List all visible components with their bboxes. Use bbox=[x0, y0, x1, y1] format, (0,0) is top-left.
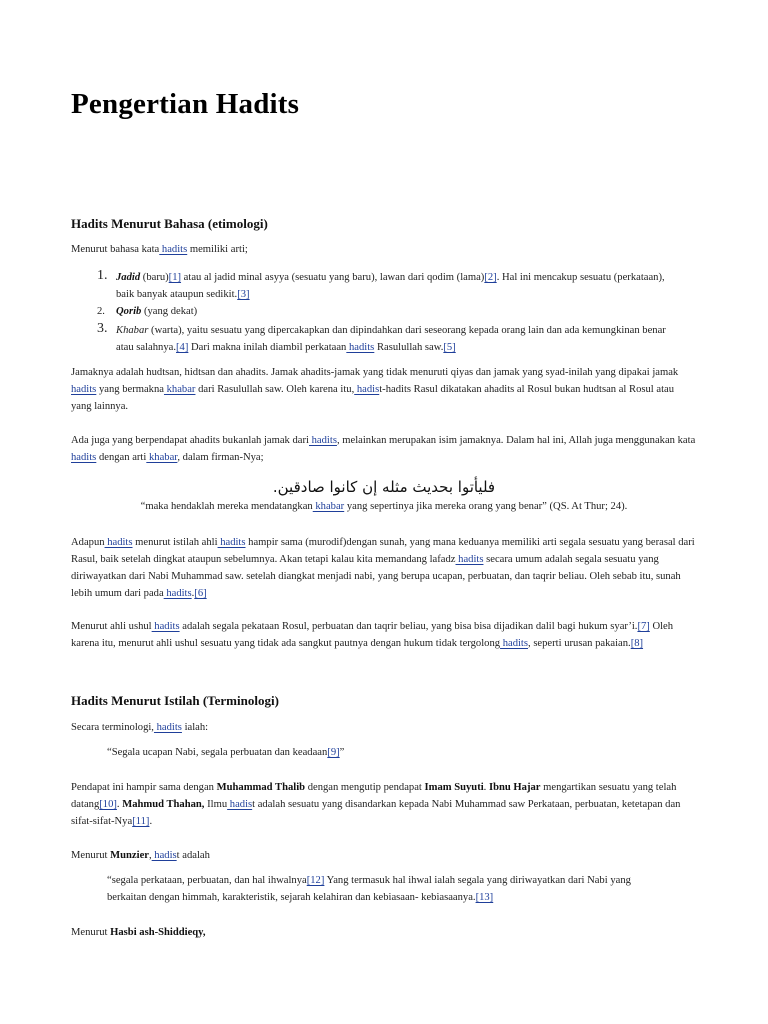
paragraph-isim-jamak: Ada juga yang berpendapat ahadits bukanlah jamak dari hadits, melainkan merupakan isim jamaknya. Dalam hal ini, Allah juga menggunakan kata hadits dengan arti khabar, dalam firman-Nya; bbox=[71, 435, 696, 463]
footnote-ref[interactable]: [6] bbox=[194, 588, 207, 599]
hadits-link[interactable]: hadits bbox=[346, 342, 375, 353]
quote-segala-perkataan: “segala perkataan, perbuatan, dan hal ihwalnya[12] Yang termasuk hal ihwal ialah segala yang diriwayatkan dari Nabi yang berkaitan dengan himmah, karakteristik, sejarah kelahiran dan kebiasaan- kebiasaanya.[13] bbox=[107, 875, 631, 903]
paragraph-munzier: Menurut Munzier, hadist adalah bbox=[71, 850, 210, 861]
term-khabar: Khabar bbox=[116, 325, 149, 336]
footnote-ref[interactable]: [12] bbox=[306, 875, 325, 886]
quote-segala-ucapan: “Segala ucapan Nabi, segala perbuatan dan keadaan[9]” bbox=[107, 747, 345, 758]
intro-paragraph: Menurut bahasa kata hadits memiliki arti; bbox=[71, 244, 248, 255]
khabar-link[interactable]: khabar bbox=[312, 501, 345, 512]
hadits-link[interactable]: hadits bbox=[163, 588, 192, 599]
term-jadid: Jadid bbox=[116, 272, 141, 283]
verse-translation: “maka hendaklah mereka mendatangkan khabar yang sepertinya jika mereka orang yang benar” (QS. At Thur; 24). bbox=[140, 501, 628, 512]
list-number: 3. bbox=[97, 321, 108, 336]
footnote-ref[interactable]: [2] bbox=[484, 272, 497, 283]
page-title: Pengertian Hadits bbox=[71, 88, 300, 120]
footnote-ref[interactable]: [4] bbox=[176, 342, 189, 353]
paragraph-istilah-ahli: Adapun hadits menurut istilah ahli hadits hampir sama (murodif)dengan sunah, yang mana keduanya memiliki arti segala sesuatu yang berasal dari Rasul, baik setelah dingkat ataupun sebelumnya. Akan tetapi kalau kita memandang lafadz hadits secara umum adalah segala sesuatu yang diriwayatkan dari Nabi Muhammad saw. setelah diangkat menjadi nabi, yang berupa ucapan, perbuatan, dan taqrir beliau. Oleh sebab itu, sunah lebih umum dari pada hadits.[6] bbox=[71, 537, 695, 599]
hadits-link[interactable]: hadits bbox=[308, 435, 337, 446]
list-number: 2. bbox=[97, 306, 105, 317]
term-qorib: Qorib bbox=[116, 306, 142, 317]
hadits-link[interactable]: hadits bbox=[455, 554, 484, 565]
paragraph-ahli-ushul: Menurut ahli ushul hadits adalah segala pekataan Rosul, perbuatan dan taqrir beliau, yang bisa bisa dijadikan dalil bagi hukum syar’i.[7] Oleh karena itu, menurut ahli ushul sesuatu yang tidak ada sangkut pautnya dengan hukum tidak tergolong hadits, seperti urusan pakaian.[8] bbox=[71, 621, 674, 649]
list-item-jadid: Jadid (baru)[1] atau al jadid minal asyya (sesuatu yang baru), lawan dari qodim (lama)[2]. Hal ini mencakup sesuatu (perkataan), baik banyak ataupun sedikit.[3] bbox=[116, 272, 665, 300]
hadis-link[interactable]: hadis bbox=[151, 850, 177, 861]
section-heading-terminologi: Hadits Menurut Istilah (Terminologi) bbox=[71, 693, 279, 708]
section-heading-etimologi: Hadits Menurut Bahasa (etimologi) bbox=[71, 216, 268, 231]
hadits-link[interactable]: hadits bbox=[104, 537, 133, 548]
paragraph-hasbi: Menurut Hasbi ash-Shiddieqy, bbox=[71, 927, 206, 938]
footnote-ref[interactable]: [8] bbox=[630, 638, 644, 649]
hadis-link[interactable]: hadis bbox=[227, 799, 253, 810]
list-item-khabar: Khabar (warta), yaitu sesuatu yang dipercakapkan dan dipindahkan dari seseorang kepada orang lain dan ada kemungkinan benar atau salahnya.[4] Dari makna inilah diambil perkataan hadits Rasulullah saw.[5] bbox=[116, 325, 666, 353]
hadis-link[interactable]: hadis bbox=[354, 384, 380, 395]
footnote-ref[interactable]: [13] bbox=[475, 892, 494, 903]
hadits-link[interactable]: hadits bbox=[71, 384, 97, 395]
footnote-ref[interactable]: [7] bbox=[637, 621, 650, 632]
footnote-ref[interactable]: [5] bbox=[443, 342, 456, 353]
footnote-ref[interactable]: [1] bbox=[168, 272, 182, 283]
hadits-link[interactable]: hadits bbox=[159, 244, 188, 255]
list-item-qorib: Qorib (yang dekat) bbox=[116, 306, 198, 317]
footnote-ref[interactable]: [9] bbox=[327, 747, 340, 758]
khabar-link[interactable]: khabar bbox=[163, 384, 196, 395]
hadits-link[interactable]: hadits bbox=[153, 722, 182, 733]
footnote-ref[interactable]: [10] bbox=[99, 799, 117, 810]
paragraph-jamak: Jamaknya adalah hudtsan, hidtsan dan ahadits. Jamak ahadits-jamak yang tidak menuruti qiyas dan jamak yang syad-inilah yang dipakai jamak hadits yang bermakna khabar dari Rasulullah saw. Oleh karena itu, hadist-hadits Rasul dikatakan ahadits al Rosul bukan hudtsan al Rosul atau yang lainnya. bbox=[71, 367, 679, 412]
hadits-link[interactable]: hadits bbox=[71, 452, 97, 463]
hadits-link[interactable]: hadits bbox=[151, 621, 180, 632]
paragraph-terminologi: Secara terminologi, hadits ialah: bbox=[71, 722, 209, 733]
paragraph-pendapat: Pendapat ini hampir sama dengan Muhammad Thalib dengan mengutip pendapat Imam Suyuti. Ibnu Hajar mengartikan sesuatu yang telah datang[10]. Mahmud Thahan, Ilmu hadist adalah sesuatu yang disandarkan kepada Nabi Muhammad saw Perkataan, perbuatan, ketetapan dan sifat-sifat-Nya[11]. bbox=[71, 782, 681, 827]
footnote-ref[interactable]: [11] bbox=[132, 816, 150, 827]
hadits-link[interactable]: hadits bbox=[500, 638, 529, 649]
footnote-ref[interactable]: [3] bbox=[237, 289, 250, 300]
list-number: 1. bbox=[97, 268, 108, 283]
khabar-link[interactable]: khabar bbox=[146, 452, 178, 463]
hadits-link[interactable]: hadits bbox=[217, 537, 246, 548]
arabic-verse: فليأتوا بحديث مثله إن كانوا صادقين. bbox=[272, 478, 496, 496]
